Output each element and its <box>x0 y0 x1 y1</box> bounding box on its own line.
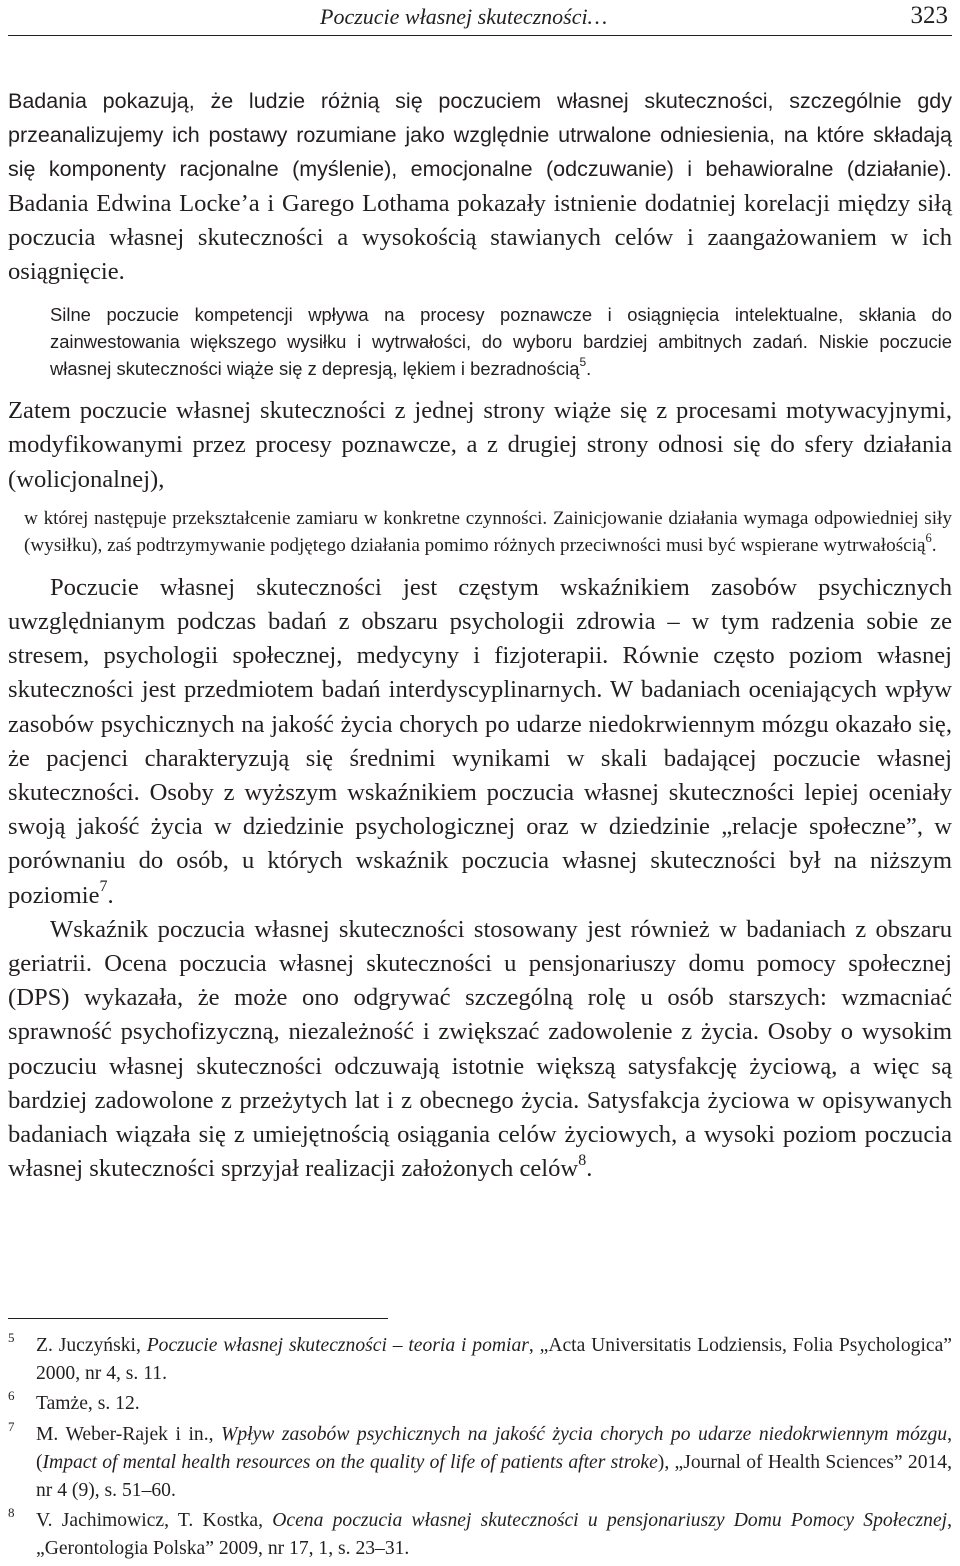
footnote-source: , „Gerontologia Polska” 2009, nr 17, 1, s. 23–31. <box>36 1510 953 1560</box>
footnote-title: Ocena poczucia własnej skuteczności u pensjonariuszy Domu Pomocy Społecznej <box>272 1510 948 1532</box>
block-quote-2 <box>24 505 952 559</box>
footnote-author: Z. Juczyński, <box>36 1335 147 1356</box>
footnote-rule <box>8 1318 388 1319</box>
header-rule <box>8 35 952 36</box>
paragraph-2-text: Zatem poczucie własnej skuteczności z jednej strony wiąże się z procesami motywacyjnymi, modyfikowanymi przez procesy poznawcze, a z drugiej strony odnosi się do sfery działania (wolicjonalnej), <box>8 397 952 493</box>
block-quote-2-end: . <box>931 534 937 556</box>
footnote-6 <box>8 1390 952 1418</box>
footnote-author: V. Jachimowicz, T. Kostka, <box>36 1510 273 1532</box>
paragraph-3 <box>8 571 952 913</box>
footnote-sep: , ( <box>36 1423 952 1473</box>
block-quote-2-text: w której następuje przekształcenie zamiaru w konkretne czynności. Zainicjowanie działania wymaga odpowiedniej siły (wysiłku), zaś podtrzymywanie podjętego działania pomimo różnych przeciwności musi być wspierane wytrwałością <box>24 507 952 556</box>
paragraph-1-rest: Badania Edwina Locke’a i Garego Lothama pokazały istnienie dodatniej korelacji między siłą poczucia własnej skuteczności a wysokością stawianych celów i zaangażowaniem w ich osiągnięcie. <box>8 189 952 286</box>
block-quote-1-end: . <box>586 358 592 380</box>
running-header <box>8 0 952 36</box>
footnotes <box>8 1332 952 1566</box>
paragraph-2 <box>8 394 952 497</box>
body-text <box>8 84 952 1186</box>
footnote-title: Wpływ zasobów psychicznych na jakość życia chorych po udarze niedokrwiennym mózgu <box>221 1423 948 1445</box>
running-title: Poczucie własnej skuteczności… <box>320 4 608 29</box>
footnote-english-title: Impact of mental health resources on the quality of life of patients after stroke <box>42 1451 658 1473</box>
paragraph-3-end: . <box>107 881 114 909</box>
paragraph-4 <box>8 913 952 1187</box>
footnote-number: 5 <box>8 1330 15 1345</box>
paragraph-4-end: . <box>586 1155 593 1183</box>
footnote-ref-5: 5 <box>579 355 587 370</box>
footnote-number: 6 <box>8 1388 15 1404</box>
page-number: 323 <box>910 2 948 29</box>
footnote-8 <box>8 1507 952 1563</box>
footnote-source: , „Acta Universitatis Lodziensis, Folia Psychologica” 2000, nr 4, s. 11. <box>36 1335 953 1385</box>
footnote-ref-6: 6 <box>925 530 932 545</box>
footnote-ref-7: 7 <box>99 878 108 896</box>
paragraph-4-text: Wskaźnik poczucia własnej skuteczności stosowany jest również w badaniach z obszaru geriatrii. Ocena poczucia własnej skuteczności u pensjonariuszy domu pomocy społecznej (DPS) wykazała, że może ono odgrywać szczególną rolę u osób starszych: wzmacniać sprawność psychofizyczną, niezależność i zwiększać zadowolenie z życia. Osoby o wysokim poczuciu własnej skuteczności odczuwają istotnie większą satysfakcję życiową, a więc są bardziej zadowolone z przeżytych lat i z obecnego życia. Satysfakcja życiowa w opisywanych badaniach wiązała się z umiejętnością osiągania celów życiowych, a wysoki poziom poczucia własnej skuteczności sprzyjał realizacji założonych celów <box>8 915 952 1183</box>
paragraph-3-text: Poczucie własnej skuteczności jest częstym wskaźnikiem zasobów psychicznych uwzględnianym podczas badań z obszaru psychologii zdrowia – w tym radzenia sobie ze stresem, psychologii społecznej, medycyny i fizjoterapii. Równie często poziom własnej skuteczności jest przedmiotem badań interdyscyplinarnych. W badaniach oceniających wpływ zasobów psychicznych na jakość życia chorych po udarze niedokrwiennym mózgu okazało się, że pacjenci charakteryzują się średnimi wynikami w skali badającej poczucie własnej skuteczności. Osoby z wyższym wskaźnikiem poczucia własnej skuteczności lepiej oceniały swoją jakość życia w dziedzinie psychologicznej oraz w dziedzinie „relacje społeczne”, w porównaniu do osób, u których wskaźnik poczucia własnej skuteczności był na niższym poziomie <box>8 573 952 909</box>
footnote-7 <box>8 1418 952 1506</box>
footnote-ref-8: 8 <box>578 1151 587 1169</box>
footnote-number: 7 <box>8 1418 15 1434</box>
paragraph-1-lead: Badania pokazują, że ludzie różnią się poczuciem własnej skuteczności, szczególnie gdy przeanalizujemy ich postawy rozumiane jako względnie utrwalone odniesienia, na które składają się komponenty racjonalne (myślenie), emocjonalne (odczuwanie) i behawioralne (działanie). <box>8 89 952 182</box>
footnote-title: Poczucie własnej skuteczności – teoria i pomiar <box>146 1335 529 1356</box>
block-quote-1 <box>50 301 952 382</box>
footnote-number: 8 <box>8 1505 15 1521</box>
footnote-source: ), „Journal of Health Sciences” 2014, nr 4 (9), s. 51–60. <box>36 1451 952 1502</box>
block-quote-1-text: Silne poczucie kompetencji wpływa na procesy poznawcze i osiągnięcia intelektualne, skłania do zainwestowania większego wysiłku i wytrwałości, do wyboru bardziej ambitnych zadań. Niskie poczucie własnej skuteczności wiąże się z depresją, lękiem i bezradnością <box>50 304 952 380</box>
paragraph-1 <box>8 84 952 289</box>
footnote-5 <box>8 1332 952 1388</box>
footnote-author: Tamże, s. 12. <box>36 1393 140 1415</box>
footnote-author: M. Weber-Rajek i in., <box>36 1423 222 1445</box>
